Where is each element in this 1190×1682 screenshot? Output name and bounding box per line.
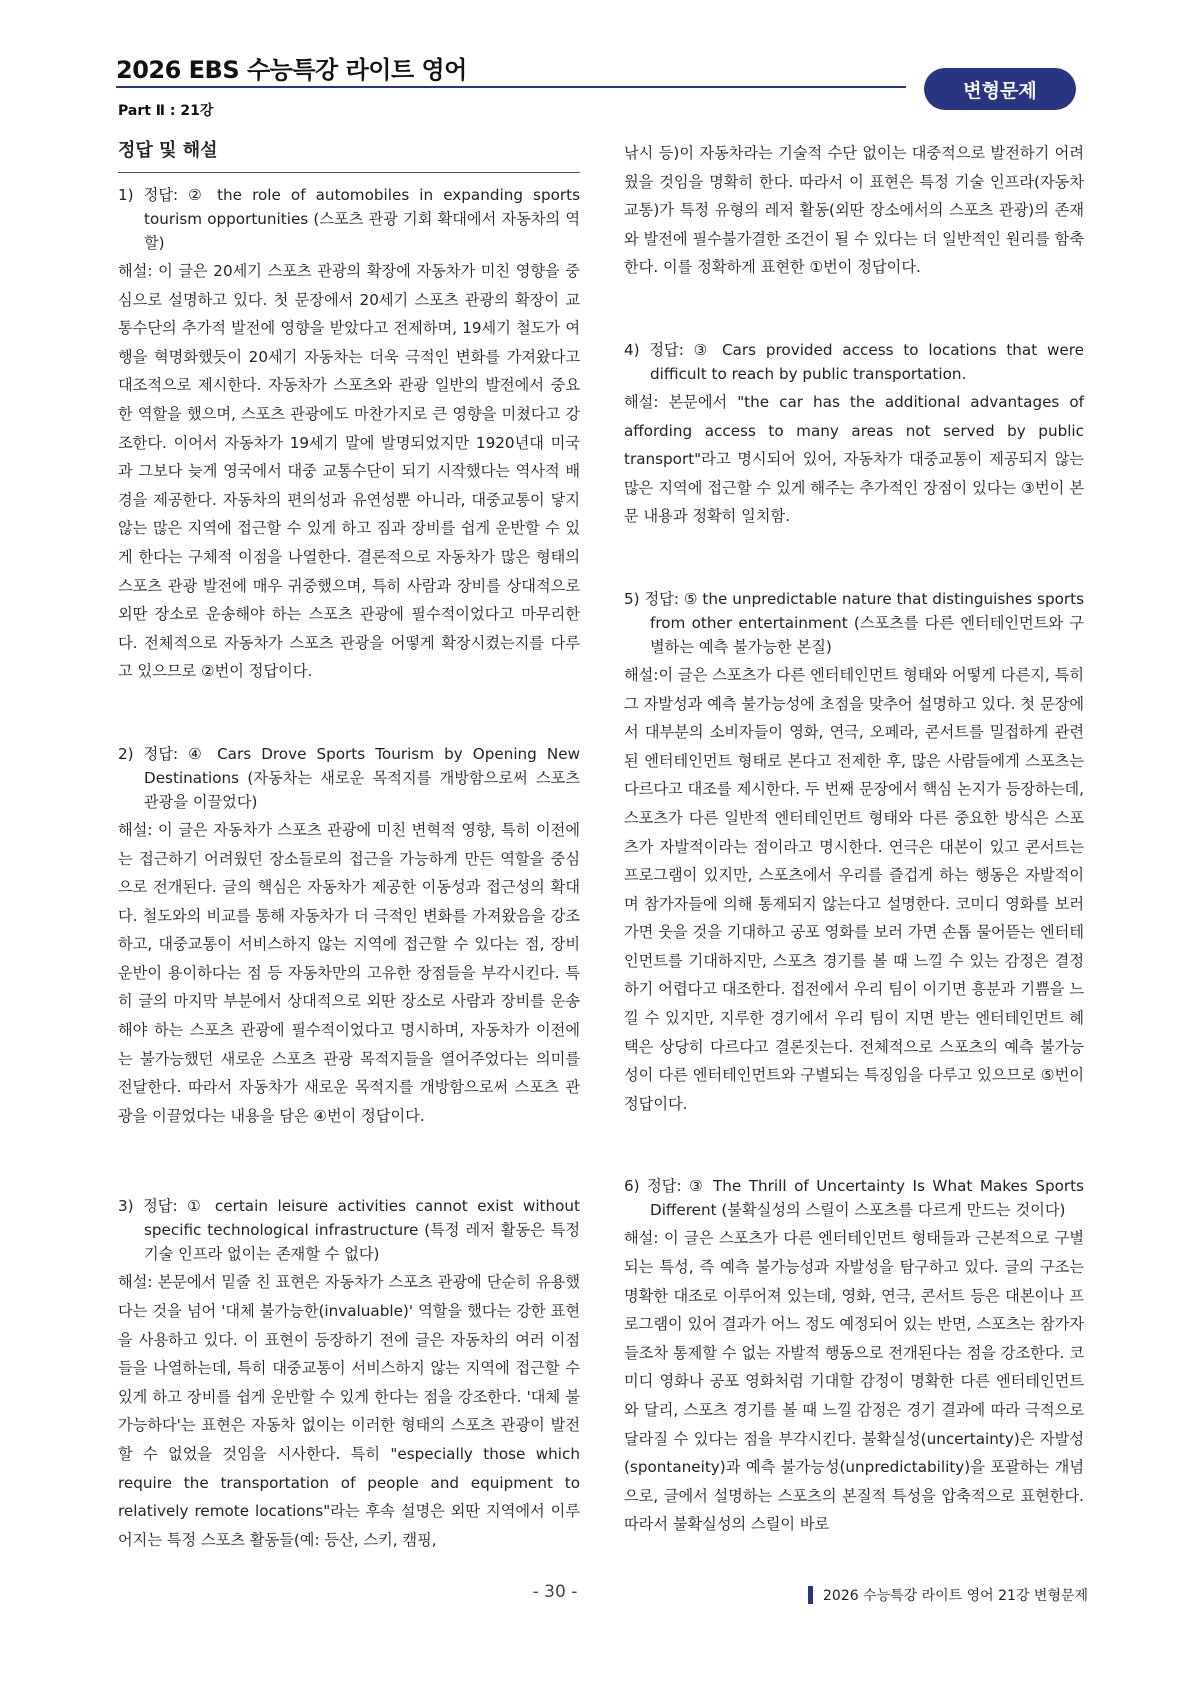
explanation: 해설: 이 글은 자동차가 스포츠 관광에 미친 변혁적 영향, 특히 이전에는 접근하기 어려웠던 장소들로의 접근을 가능하게 만든 역할을 중심으로 전개된다. 글의 핵심은 자동차가 제공한 이동성과 접근성의 확대다. 철도와의 비교를 통해 자동차가 더 극적인 변화를 가져왔음을 강조하고, 대중교통이 서비스하지 않는 지역에 접근할 수 있다는 점, 장비 운반이 용이하다는 점 등 자동차만의 고유한 장점들을 부각시킨다. 특히 글의 마지막 부분에서 상대적으로 외딴 장소로 사람과 장비를 운송해야 하는 스포츠 관광에 필수적이었다고 명시하며, 자동차가 이전에는 불가능했던 새로운 스포츠 관광 목적지들을 열어주었다는 의미를 전달한다. 따라서 자동차가 새로운 목적지를 개방함으로써 스포츠 관광을 이끌었다는 내용을 담은 ④번이 정답이다. [118, 820, 580, 1125]
answer-item-2 [118, 742, 580, 1131]
left-column [118, 138, 580, 1610]
answer-line: 6) 정답: ③ The Thrill of Uncertainty Is What Makes Sports Different (불확실성의 스릴이 스포츠를 다르게 만드는 것이다) [624, 1177, 1084, 1220]
header-title: 2026 EBS 수능특강 라이트 영어 [116, 56, 467, 84]
answer-item-4 [624, 338, 1084, 531]
explanation: 낚시 등)이 자동차라는 기술적 수단 없이는 대중적으로 발전하기 어려웠을 것임을 명확히 한다. 따라서 이 표현은 특정 기술 인프라(자동차 교통)가 특정 유형의 레저 활동(외딴 장소에서의 스포츠 관광)의 존재와 발전에 필수불가결한 조건이 될 수 있다는 더 일반적인 원리를 함축한다. 이를 정확하게 표현한 ①번이 정답이다. [624, 144, 1084, 277]
explanation: 해설: 이 글은 20세기 스포츠 관광의 확장에 자동차가 미친 영향을 중심으로 설명하고 있다. 첫 문장에서 20세기 스포츠 관광의 확장이 교통수단의 추가적 발전에 영향을 받았다고 전제하며, 19세기 철도가 여행을 혁명화했듯이 20세기 자동차는 더욱 극적인 변화를 가져왔다고 대조적으로 제시한다. 자동차가 스포츠와 관광 일반의 발전에서 중요한 역할을 했으며, 스포츠 관광에도 마찬가지로 큰 영향을 미쳤다고 강조한다. 이어서 자동차가 19세기 말에 발명되었지만 1920년대 미국과 그보다 늦게 영국에서 대중 교통수단이 되기 시작했다는 역사적 배경을 제공한다. 자동차의 편의성과 유연성뿐 아니라, 대중교통이 닿지 않는 많은 지역에 접근할 수 있게 하고 짐과 장비를 쉽게 운반할 수 있게 한다는 구체적 이점을 나열한다. 결론적으로 자동차가 많은 형태의 스포츠 관광 발전에 매우 귀중했으며, 특히 사람과 장비를 상대적으로 외딴 장소로 운송해야 하는 스포츠 관광에 필수적이었다고 마무리한다. 전체적으로 자동차가 스포츠 관광을 어떻게 확장시켰는지를 다루고 있으므로 ②번이 정답이다. [118, 262, 580, 681]
answer-line: 5) 정답: ⑤ the unpredictable nature that distinguishes sports from other entertainment (스포츠를 다른 엔터테인먼트와 구별하는 예측 불가능한 본질) [624, 589, 1084, 656]
footer-text: 2026 수능특강 라이트 영어 21강 변형문제 [823, 1588, 1089, 1604]
answer-line: 3) 정답: ① certain leisure activities cannot exist without specific technological infrastructure (특정 레저 활동은 특정 기술 인프라 없이는 존재할 수 없다) [118, 1197, 580, 1264]
footer-bar [808, 1586, 813, 1604]
variant-badge: 변형문제 [924, 68, 1076, 110]
explanation: 해설: 본문에서 밑줄 친 표현은 자동차가 스포츠 관광에 단순히 유용했다는 것을 넘어 '대체 불가능한(invaluable)' 역할을 했다는 강한 표현을 사용하고 있다. 이 표현이 등장하기 전에 글은 자동차의 여러 이점들을 나열하는데, 특히 대중교통이 서비스하지 않는 지역에 접근할 수 있게 하고 장비를 쉽게 운반할 수 있게 한다는 점을 강조한다. '대체 불가능하다'는 표현은 자동차 없이는 이러한 형태의 스포츠 관광이 발전할 수 없었을 것임을 시사한다. 특히 "especially those which require the transportation of people and equipment to relatively remote locations"라는 후속 설명은 외딴 지역에서 이루어지는 특정 스포츠 활동들(예: 등산, 스키, 캠핑, [118, 1273, 580, 1549]
answer-line: 1) 정답: ② the role of automobiles in expanding sports tourism opportunities (스포츠 관광 기회 확대에서 자동차의 역할) [118, 186, 580, 252]
answer-item-3-continued [624, 139, 1084, 282]
right-column [624, 139, 1084, 1595]
answer-item-5 [624, 587, 1084, 1119]
answer-line: 2) 정답: ④ Cars Drove Sports Tourism by Opening New Destinations (자동차는 새로운 목적지를 개방함으로써 스포츠 관광을 이끌었다) [118, 744, 580, 811]
answer-line: 4) 정답: ③ Cars provided access to locations that were difficult to reach by public transportation. [624, 340, 1084, 383]
answer-item-1 [118, 183, 580, 686]
header-rule [116, 86, 906, 88]
part-label: Part Ⅱ : 21강 [118, 103, 214, 119]
answer-item-6 [624, 1174, 1084, 1539]
section-title: 정답 및 해설 [118, 138, 580, 173]
explanation: 해설: 이 글은 스포츠가 다른 엔터테인먼트 형태들과 근본적으로 구별되는 특성, 즉 예측 불가능성과 자발성을 탐구하고 있다. 글의 구조는 명확한 대조로 이루어져 있는데, 영화, 연극, 콘서트 등은 대본이나 프로그램이 있어 결과가 어느 정도 예정되어 있는 반면, 스포츠는 참가자들조차 통제할 수 없는 자발적 행동으로 전개된다는 점을 강조한다. 코미디 영화나 공포 영화처럼 기대할 감정이 명확한 다른 엔터테인먼트와 달리, 스포츠 경기를 볼 때 느낄 감정은 경기 결과에 따라 극적으로 달라질 수 있다는 점을 부각시킨다. 불확실성(uncertainty)은 자발성(spontaneity)과 예측 불가능성(unpredictability)을 포괄하는 개념으로, 글에서 설명하는 스포츠의 본질적 특성을 압축적으로 표현한다. 따라서 불확실성의 스릴이 바로 [624, 1229, 1084, 1534]
explanation: 해설:이 글은 스포츠가 다른 엔터테인먼트 형태와 어떻게 다른지, 특히 그 자발성과 예측 불가능성에 초점을 맞추어 설명하고 있다. 첫 문장에서 대부분의 소비자들이 영화, 연극, 오페라, 콘서트를 밀접하게 관련된 엔터테인먼트 형태로 본다고 전제한 후, 많은 사람들에게 스포츠는 다르다고 대조를 제시한다. 두 번째 문장에서 핵심 논지가 등장하는데, 스포츠가 다른 일반적 엔터테인먼트 형태와 다른 중요한 방식은 스포츠가 자발적이라는 점이라고 명시한다. 연극은 대본이 있고 콘서트는 프로그램이 있지만, 스포츠에서 우리를 즐겁게 하는 행동은 자발적이며 참가자들에 의해 통제되지 않는다고 설명한다. 코미디 영화를 보러 가면 웃을 것을 기대하고 공포 영화를 보러 가면 손톱 물어뜯는 엔터테인먼트를 기대하지만, 스포츠 경기를 볼 때 느낄 수 있는 감정은 결정하기 어렵다고 대조한다. 접전에서 우리 팀이 이기면 흥분과 기쁨을 느낄 수 있지만, 지루한 경기에서 우리 팀이 지면 받는 엔터테인먼트 혜택은 상당히 다르다고 결론짓는다. 전체적으로 스포츠의 예측 불가능성이 다른 엔터테인먼트와 구별되는 특징임을 다루고 있으므로 ⑤번이 정답이다. [624, 665, 1084, 1113]
explanation: 해설: 본문에서 "the car has the additional advantages of affording access to many areas not served by public transport"라고 명시되어 있어, 자동차가 대중교통이 제공되지 않는 많은 지역에 접근할 수 있게 해주는 추가적인 장점이 있다는 ③번이 본문 내용과 정확히 일치함. [624, 392, 1084, 526]
footer-label [808, 1585, 1088, 1605]
page-number: - 30 - [532, 1582, 578, 1602]
answer-item-3 [118, 1194, 580, 1554]
